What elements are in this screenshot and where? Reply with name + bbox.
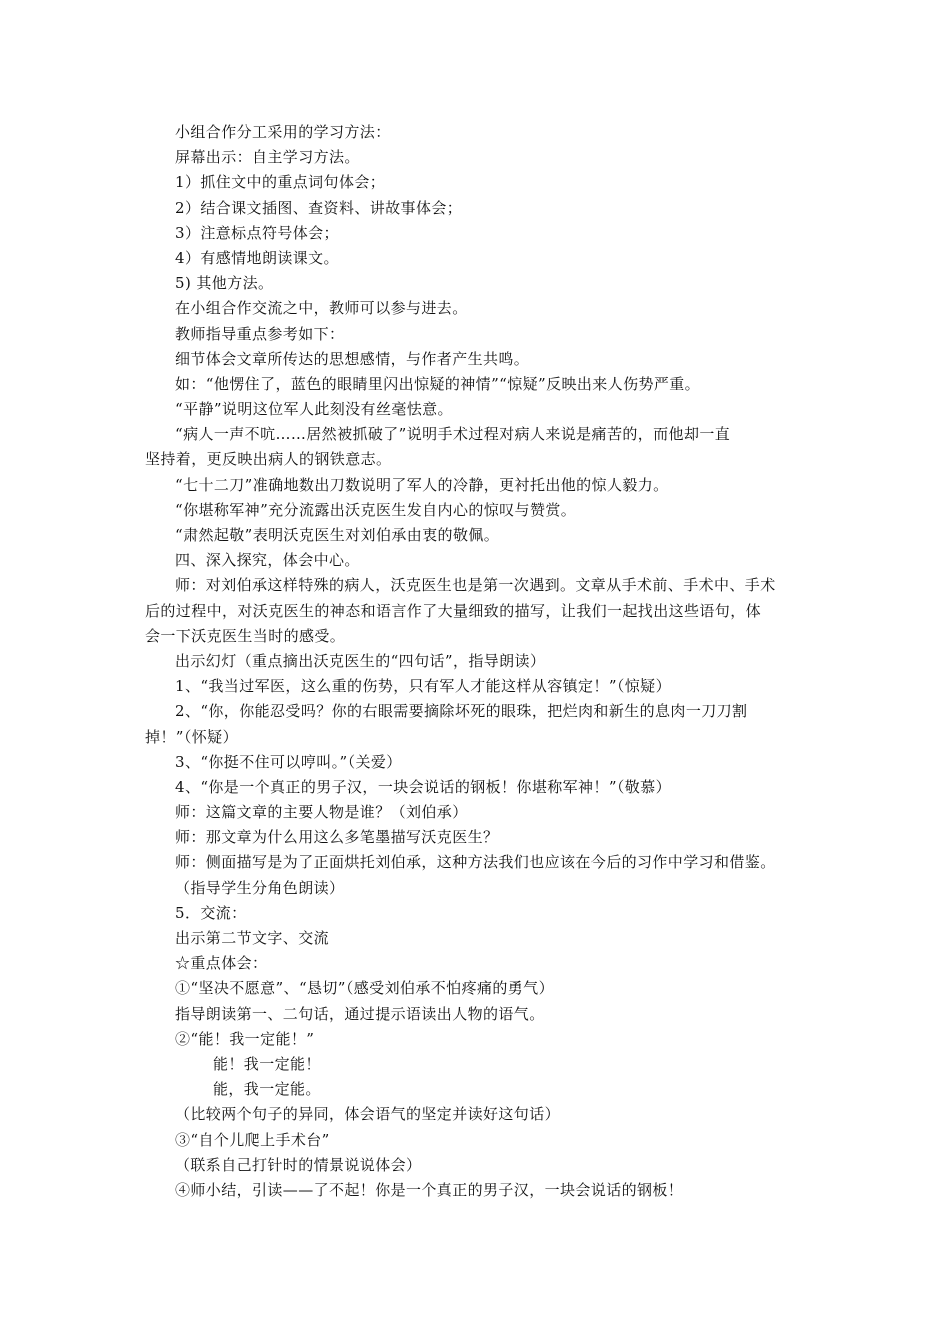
text-line: 3、“你挺不住可以哼叫。”（关爱） xyxy=(175,752,402,771)
text-line: 1）抓住文中的重点词句体会； xyxy=(175,173,386,192)
text-line: 5) 其他方法。 xyxy=(175,274,274,293)
text-line: 出示幻灯（重点摘出沃克医生的“四句话”，指导朗读） xyxy=(175,651,546,670)
text-line: 3）注意标点符号体会； xyxy=(175,223,339,242)
document-body xyxy=(145,120,825,1203)
text-line: ①“坚决不愿意”、“恳切”（感受刘伯承不怕疼痛的勇气） xyxy=(175,979,554,998)
text-line: 4、“你是一个真正的男子汉，一块会说话的钢板！你堪称军神！”（敬慕） xyxy=(175,777,671,796)
text-line: 四、深入探究，体会中心。 xyxy=(175,551,360,570)
text-line: 出示第二节文字、交流 xyxy=(175,929,330,947)
text-line: “病人一声不吭……居然被抓破了”说明手术过程对病人来说是痛苦的，而他却一直 xyxy=(175,425,731,444)
text-line: ④师小结，引读——了不起！你是一个真正的男子汉，一块会说话的钢板！ xyxy=(175,1180,684,1199)
text-line: 1、“我当过军医，这么重的伤势，只有军人才能这样从容镇定！”（惊疑） xyxy=(175,677,671,696)
text-line: 师：这篇文章的主要人物是谁？（刘伯承） xyxy=(175,803,468,822)
text-line: 细节体会文章所传达的思想感情，与作者产生共鸣。 xyxy=(175,349,530,368)
text-line: “肃然起敬”表明沃克医生对刘伯承由衷的敬佩。 xyxy=(175,526,500,544)
text-line: 掉！”（怀疑） xyxy=(145,727,238,746)
text-line: 坚持着，更反映出病人的钢铁意志。 xyxy=(145,450,392,469)
text-line: “七十二刀”准确地数出刀数说明了军人的冷静，更衬托出他的惊人毅力。 xyxy=(175,475,669,494)
text-line: 师：对刘伯承这样特殊的病人，沃克医生也是第一次遇到。文章从手术前、手术中、手术 xyxy=(175,576,776,595)
text-line: ☆重点体会： xyxy=(175,954,268,973)
text-line: 5．交流： xyxy=(175,903,247,922)
text-line: 2）结合课文插图、查资料、讲故事体会； xyxy=(175,198,463,217)
text-line: 会一下沃克医生当时的感受。 xyxy=(145,626,346,645)
text-line: （比较两个句子的异同，体会语气的坚定并读好这句话） xyxy=(175,1105,561,1124)
text-line: 能！我一定能！ xyxy=(213,1054,321,1073)
text-line: （联系自己打针时的情景说说体会） xyxy=(175,1155,422,1174)
text-line: 2、“你，你能忍受吗？你的右眼需要摘除坏死的眼珠，把烂肉和新生的息肉一刀刀割 xyxy=(175,702,748,721)
text-line: ③“自个儿爬上手术台” xyxy=(175,1130,330,1149)
text-line: 4）有感情地朗读课文。 xyxy=(175,248,339,267)
text-line: “你堪称军神”充分流露出沃克医生发自内心的惊叹与赞赏。 xyxy=(175,500,577,519)
text-line: 教师指导重点参考如下： xyxy=(175,324,345,343)
text-line: “平静”说明这位军人此刻没有丝毫怯意。 xyxy=(175,400,453,419)
text-line: 小组合作分工采用的学习方法： xyxy=(175,123,391,141)
text-line: 在小组合作交流之中，教师可以参与进去。 xyxy=(175,299,468,318)
text-line: 师：侧面描写是为了正面烘托刘伯承，这种方法我们也应该在今后的习作中学习和借鉴。 xyxy=(175,853,776,872)
text-line: 能，我一定能。 xyxy=(213,1080,321,1099)
text-line: 如：“他愣住了，蓝色的眼睛里闪出惊疑的神情”“惊疑”反映出来人伤势严重。 xyxy=(175,374,701,393)
text-line: 指导朗读第一、二句话，通过提示语读出人物的语气。 xyxy=(175,1004,545,1023)
text-line: （指导学生分角色朗读） xyxy=(175,878,345,897)
text-line: 师：那文章为什么用这么多笔墨描写沃克医生？ xyxy=(175,828,499,847)
text-line: 屏幕出示：自主学习方法。 xyxy=(175,148,360,167)
text-line: ②“能！我一定能！” xyxy=(175,1029,315,1048)
text-line: 后的过程中，对沃克医生的神态和语言作了大量细致的描写，让我们一起找出这些语句，体 xyxy=(145,601,762,620)
